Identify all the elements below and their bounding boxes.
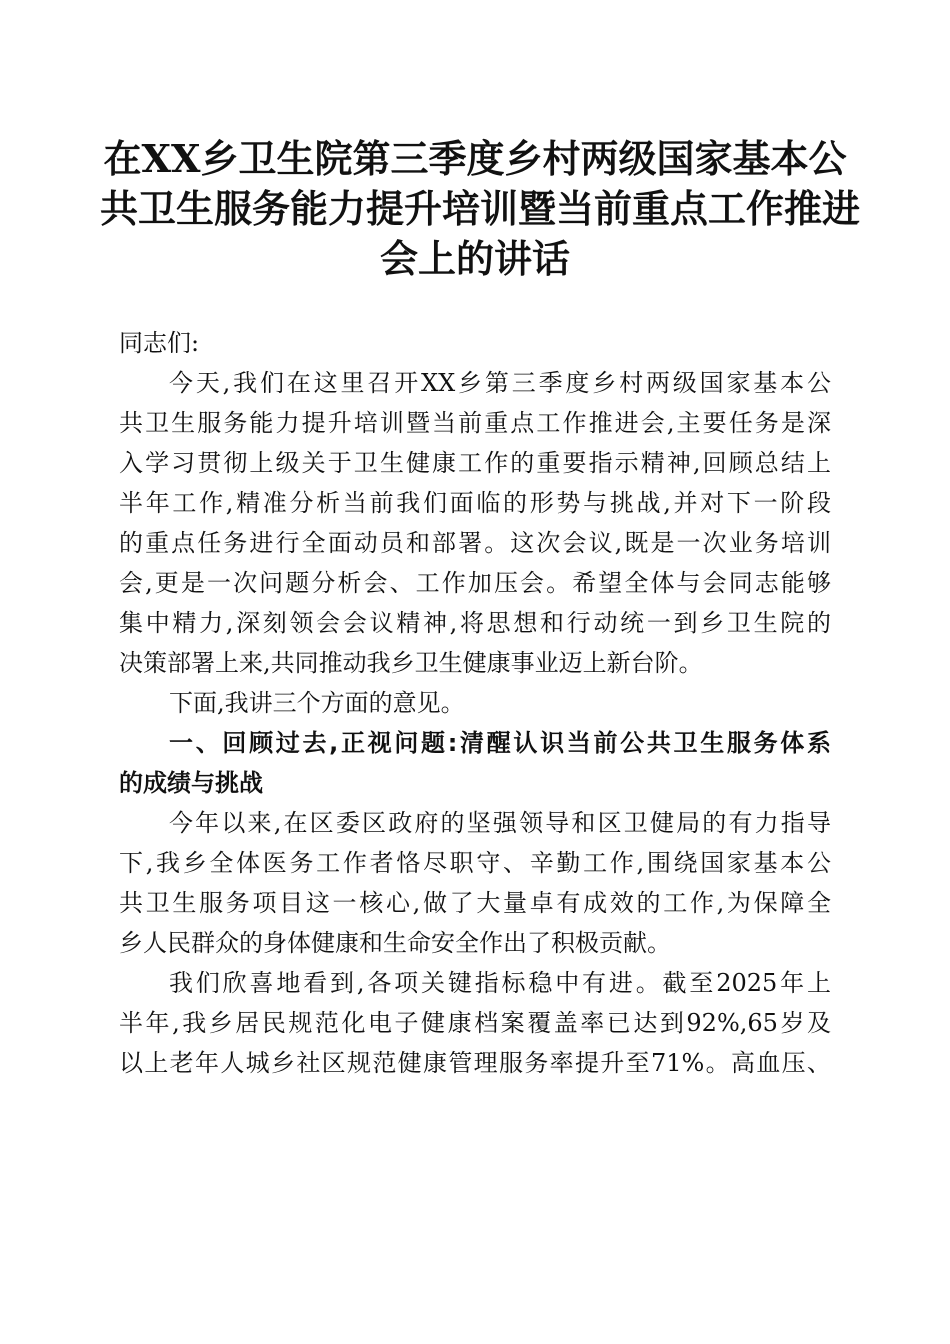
paragraph-line: 以上老年人城乡社区规范健康管理服务率提升至71%。高血压、: [119, 1049, 831, 1077]
title-line: 共卫生服务能力提升培训暨当前重点工作推进: [100, 186, 861, 231]
paragraph-line: 我们欣喜地看到,各项关键指标稳中有进。截至2025年上: [169, 969, 831, 997]
salutation: 同志们:: [119, 329, 200, 357]
paragraph-line: 半年工作,精准分析当前我们面临的形势与挑战,并对下一阶段: [119, 489, 831, 517]
paragraph-line: 集中精力,深刻领会会议精神,将思想和行动统一到乡卫生院的: [119, 609, 831, 637]
paragraph-line: 半年,我乡居民规范化电子健康档案覆盖率已达到92%,65岁及: [119, 1009, 831, 1037]
title-line: 会上的讲话: [379, 236, 570, 281]
title-line: 在XX乡卫生院第三季度乡村两级国家基本公: [103, 136, 847, 181]
paragraph-section1-b: [119, 963, 831, 1083]
paragraph-line: 入学习贯彻上级关于卫生健康工作的重要指示精神,回顾总结上: [119, 449, 831, 477]
paragraph-intro: [119, 363, 831, 683]
paragraph-line: 乡人民群众的身体健康和生命安全作出了积极贡献。: [119, 929, 671, 957]
section-heading-1: [119, 723, 831, 803]
paragraph-section1-a: [119, 803, 831, 963]
paragraph-line: 的重点任务进行全面动员和部署。这次会议,既是一次业务培训: [119, 529, 831, 557]
paragraph-outline: [119, 683, 831, 723]
paragraph-line: 会,更是一次问题分析会、工作加压会。希望全体与会同志能够: [119, 569, 831, 597]
document-title: [100, 134, 861, 284]
paragraph-line: 共卫生服务能力提升培训暨当前重点工作推进会,主要任务是深: [119, 409, 831, 437]
document-body: [119, 323, 831, 1083]
paragraph-line: 今天,我们在这里召开XX乡第三季度乡村两级国家基本公: [169, 369, 831, 397]
heading-line: 的成绩与挑战: [119, 769, 263, 797]
paragraph-line: 今年以来,在区委区政府的坚强领导和区卫健局的有力指导: [169, 809, 831, 837]
paragraph-line: 下面,我讲三个方面的意见。: [169, 689, 465, 717]
paragraph-line: 决策部署上来,共同推动我乡卫生健康事业迈上新台阶。: [119, 649, 703, 677]
paragraph-line: 共卫生服务项目这一核心,做了大量卓有成效的工作,为保障全: [119, 889, 831, 917]
paragraph-line: 下,我乡全体医务工作者恪尽职守、辛勤工作,围绕国家基本公: [119, 849, 831, 877]
heading-line: 一、回顾过去,正视问题:清醒认识当前公共卫生服务体系: [169, 729, 831, 757]
